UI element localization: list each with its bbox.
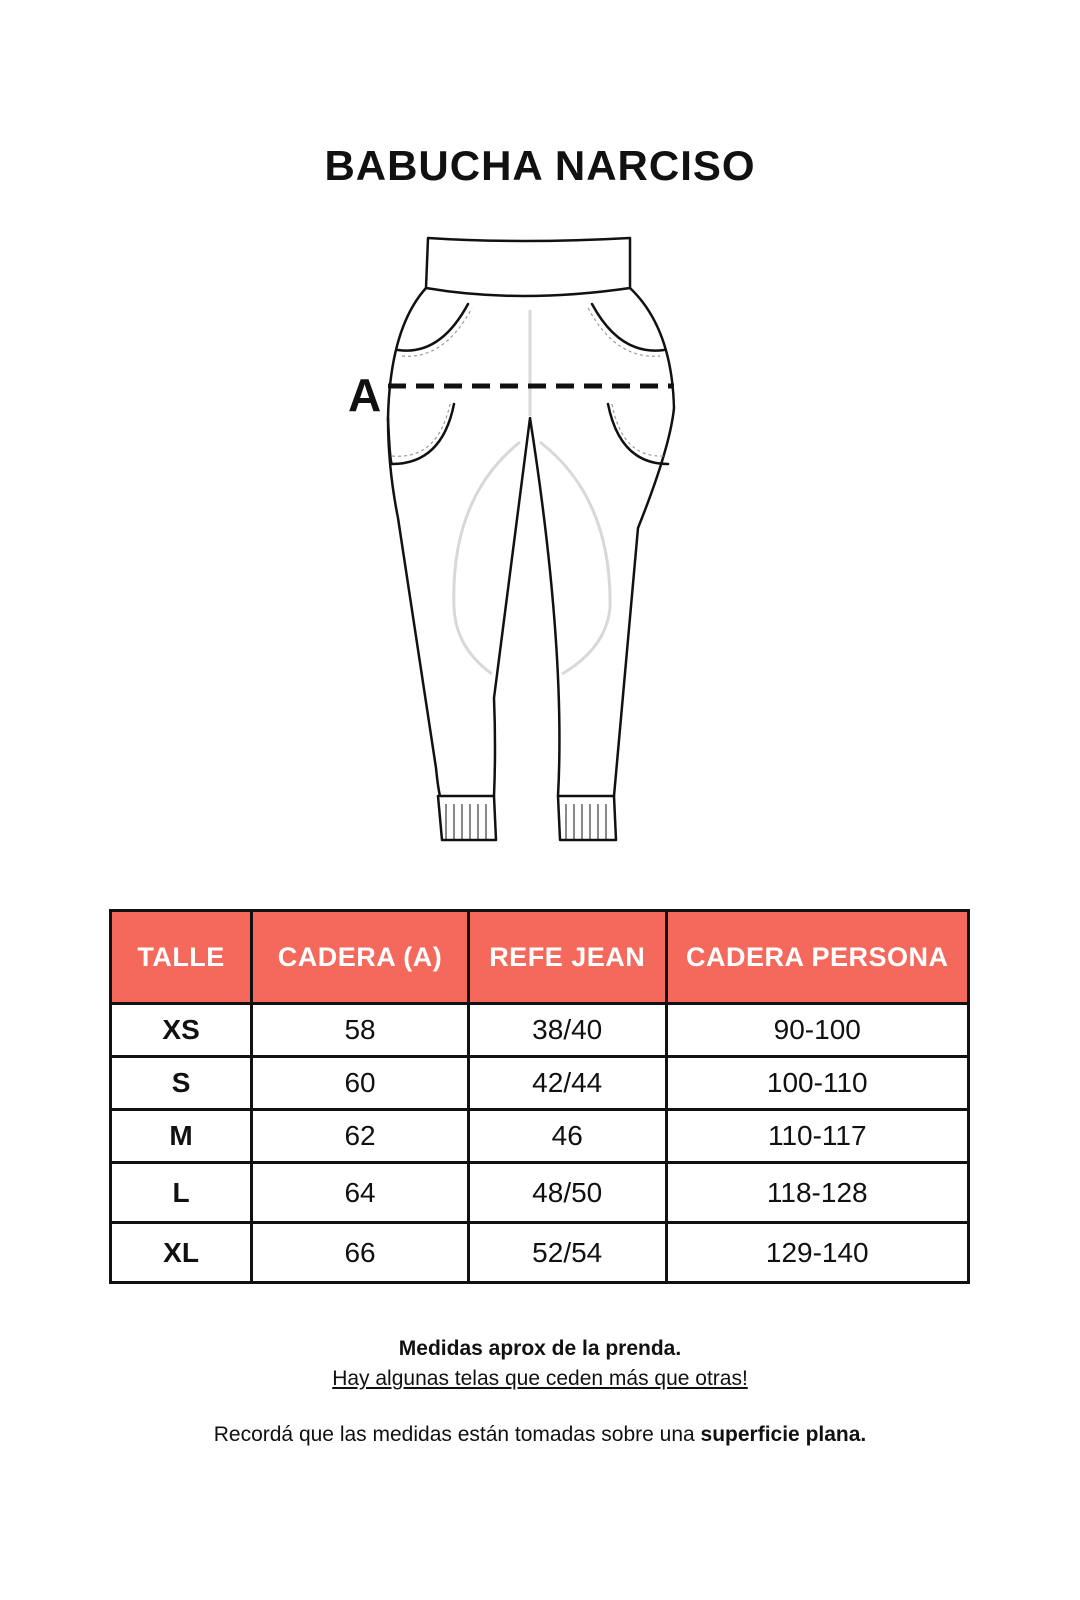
note-fabric-stretch: Hay algunas telas que ceden más que otras! (332, 1367, 748, 1390)
refe-jean-cell: 38/40 (468, 1004, 666, 1057)
table-row (111, 1223, 969, 1283)
note-approx-measures: Medidas aprox de la prenda. (398, 1337, 682, 1360)
pants-drawing (330, 228, 710, 868)
refe-jean-cell: 46 (468, 1110, 666, 1163)
cadera-persona-cell: 129-140 (666, 1223, 968, 1283)
size-cell: S (111, 1057, 252, 1110)
header-cadera: CADERA (A) (252, 911, 469, 1004)
notes (0, 1334, 1080, 1450)
size-cell: L (111, 1163, 252, 1223)
cadera-cell: 62 (252, 1110, 469, 1163)
size-cell: M (111, 1110, 252, 1163)
note-flat-surface-text: Recordá que las medidas están tomadas sobre una (213, 1423, 701, 1446)
cadera-persona-cell: 100-110 (666, 1057, 968, 1110)
size-cell: XL (111, 1223, 252, 1283)
note-flat-surface (0, 1420, 1080, 1450)
cadera-persona-cell: 90-100 (666, 1004, 968, 1057)
cadera-cell: 60 (252, 1057, 469, 1110)
measure-label-a: A (348, 369, 382, 421)
refe-jean-cell: 52/54 (468, 1223, 666, 1283)
pants-illustration (330, 228, 710, 868)
refe-jean-cell: 42/44 (468, 1057, 666, 1110)
note-flat-surface-bold: superficie plana. (700, 1423, 867, 1446)
table-row (111, 1110, 969, 1163)
size-cell: XS (111, 1004, 252, 1057)
header-refe-jean: REFE JEAN (468, 911, 666, 1004)
cadera-cell: 66 (252, 1223, 469, 1283)
page-title: BABUCHA NARCISO (324, 142, 756, 189)
table-row (111, 1163, 969, 1223)
table-header-row (111, 911, 969, 1004)
header-cadera-persona: CADERA PERSONA (666, 911, 968, 1004)
cadera-cell: 58 (252, 1004, 469, 1057)
table-row (111, 1004, 969, 1057)
cadera-cell: 64 (252, 1163, 469, 1223)
cadera-persona-cell: 110-117 (666, 1110, 968, 1163)
header-talle: TALLE (111, 911, 252, 1004)
table-row (111, 1057, 969, 1110)
size-table (109, 909, 970, 1284)
cadera-persona-cell: 118-128 (666, 1163, 968, 1223)
refe-jean-cell: 48/50 (468, 1163, 666, 1223)
